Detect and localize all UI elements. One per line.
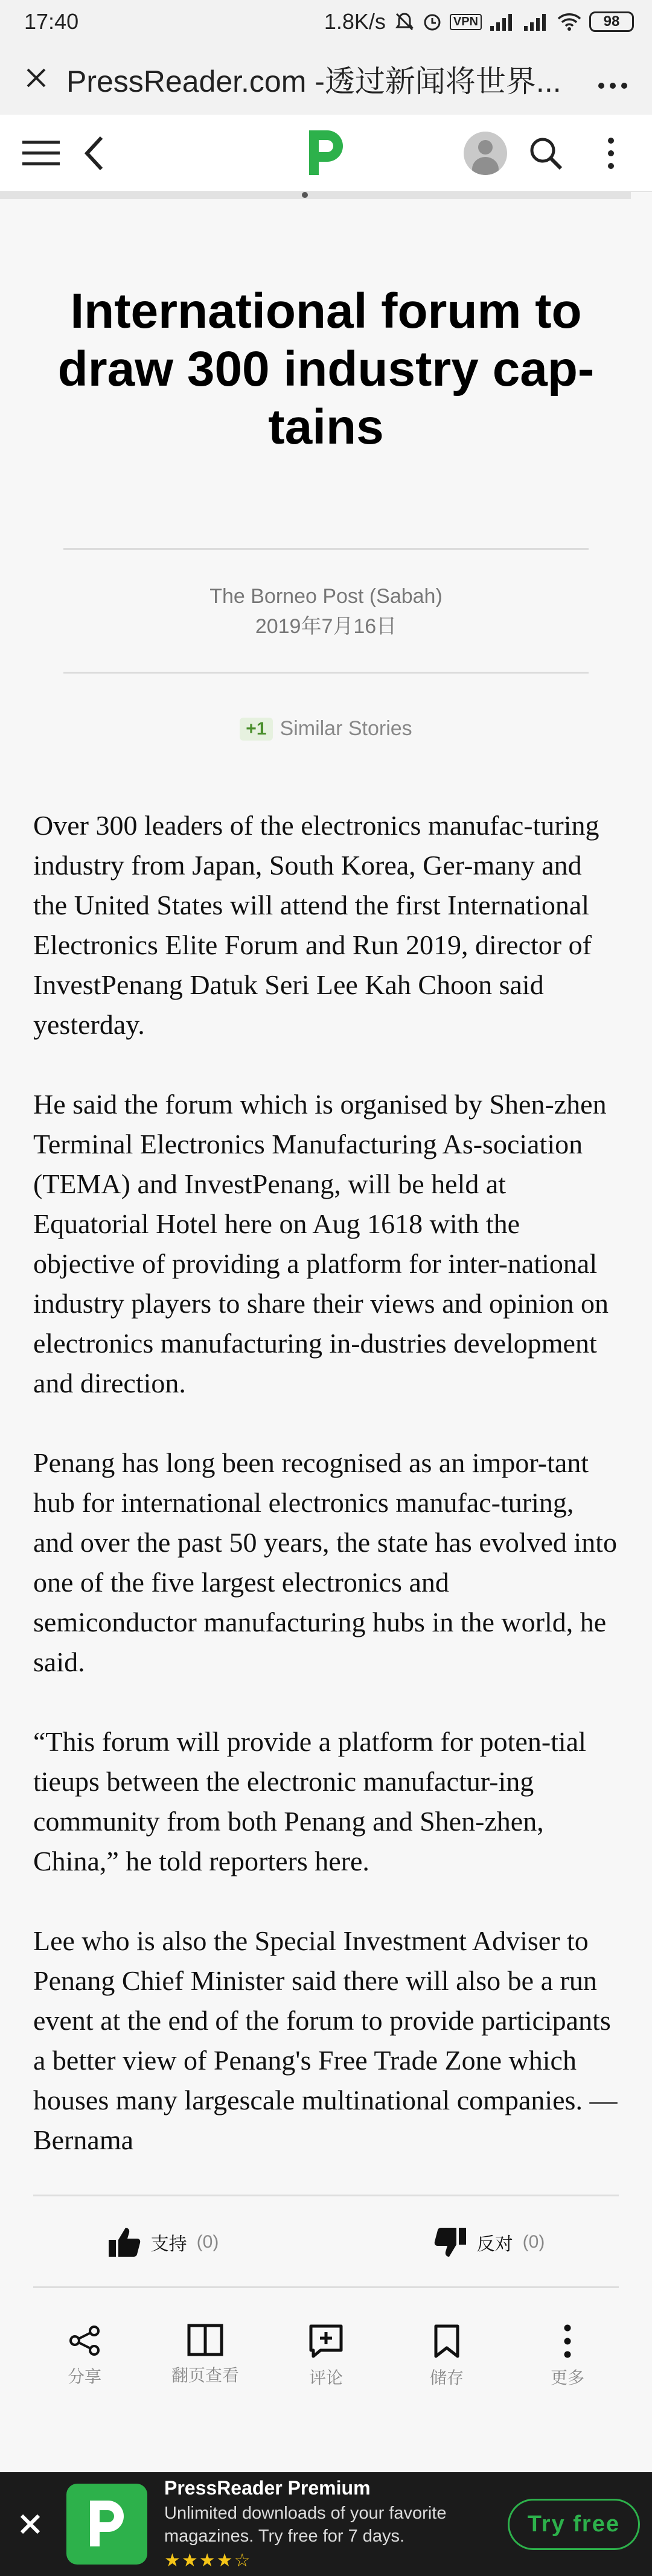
similar-count-badge: +1	[240, 718, 272, 741]
thumbs-down-icon	[433, 2225, 467, 2259]
similar-stories-label: Similar Stories	[280, 717, 412, 740]
chevron-left-icon	[82, 135, 106, 171]
browser-title: PressReader.com -透过新闻将世界...	[66, 65, 561, 98]
support-label: 支持	[150, 2234, 187, 2254]
article-body	[33, 806, 619, 2160]
similar-stories-link[interactable]	[0, 717, 652, 741]
article-paragraph: He said the forum which is organised by Shen-zhen Terminal Electronics Manufacturing As-sociation (TEMA) and InvestPenang, will be held at Equatorial Hotel here on Aug 1618 with the objective of providing a platform for inter-national industry players to share their views and opinion on electronics manufacturing in-dustries development and direction.	[33, 1089, 609, 1398]
save-label: 储存	[429, 2368, 464, 2387]
close-icon	[18, 2512, 42, 2536]
article	[0, 199, 652, 2200]
share-label: 分享	[67, 2367, 101, 2386]
more-vertical-icon	[563, 2324, 572, 2359]
support-button[interactable]	[0, 2225, 326, 2259]
status-bar	[0, 0, 652, 43]
bookmark-icon	[433, 2324, 460, 2359]
article-date: 2019年7月16日	[255, 615, 397, 638]
hamburger-icon	[22, 139, 60, 167]
vote-row	[0, 2197, 652, 2287]
browser-bar	[0, 43, 652, 115]
article-paragraph: Over 300 leaders of the electronics manufac-turing industry from Japan, South Korea, Ger-many and the United States will attend the first International Electronics Elite Forum and Run 2019, director of InvestPenang Datuk Seri Lee Kah Choon said yesterday.	[33, 810, 599, 1040]
header-right	[464, 127, 638, 180]
app-header	[0, 115, 652, 192]
net-speed: 1.8K/s	[324, 9, 386, 34]
comment-button[interactable]	[266, 2324, 386, 2408]
alarm-icon	[422, 11, 443, 32]
search-icon	[528, 136, 563, 171]
divider	[63, 672, 589, 674]
back-button[interactable]	[68, 127, 121, 180]
status-icons	[394, 11, 634, 32]
more-horizontal-icon	[598, 81, 628, 90]
reading-progress-indicator	[302, 192, 308, 198]
article-paragraph: “This forum will provide a platform for poten-tial tieups between the electronic manufactur-ing community from both Penang and Shen-zhen, China,” he told reporters here.	[33, 1726, 586, 1876]
signal-2-icon	[523, 13, 549, 31]
browser-close-button[interactable]	[18, 63, 54, 95]
pressreader-logo-icon	[304, 127, 348, 180]
oppose-count: (0)	[522, 2232, 545, 2252]
page-view-button[interactable]	[145, 2324, 266, 2408]
article-paragraph: Lee who is also the Special Investment Adviser to Penang Chief Minister said there will also be a run event at the end of the forum to provide participants a better view of Penang's Free Trade Zone which houses many largescale multinational companies. — Bernama	[33, 1925, 618, 2155]
more-button[interactable]	[507, 2324, 628, 2408]
divider	[33, 2195, 619, 2196]
thumbs-up-icon	[107, 2225, 141, 2259]
banner-title: PressReader Premium	[164, 2477, 371, 2499]
header-more-button[interactable]	[584, 127, 638, 180]
pressreader-logo[interactable]	[296, 123, 356, 183]
close-icon	[24, 66, 48, 90]
comment-label: 评论	[308, 2368, 343, 2387]
oppose-button[interactable]	[326, 2225, 652, 2259]
reading-progress-track	[0, 192, 631, 199]
battery-icon: 98	[589, 11, 634, 32]
wifi-icon	[557, 12, 582, 31]
browser-menu-button[interactable]	[592, 60, 634, 98]
page-view-label: 翻页查看	[171, 2366, 239, 2385]
mute-icon	[394, 11, 415, 32]
menu-button[interactable]	[14, 127, 68, 180]
signal-icon	[489, 13, 516, 31]
article-paragraph: Penang has long been recognised as an impor-tant hub for international electronics manufac-turing, and over the past 50 years, the state has evolved into one of the five largest electronics and semiconductor manufacturing hubs in the world, he said.	[33, 1447, 617, 1677]
status-time: 17:40	[24, 9, 79, 34]
avatar[interactable]	[464, 132, 507, 175]
more-label: 更多	[550, 2368, 584, 2387]
action-bar	[0, 2324, 652, 2408]
share-icon	[68, 2324, 101, 2358]
divider	[33, 2286, 619, 2288]
article-source[interactable]: The Borneo Post (Sabah)	[209, 585, 443, 608]
status-right	[324, 9, 634, 34]
banner-app-logo	[66, 2484, 147, 2565]
banner-description: Unlimited downloads of your favorite magazines. Try free for 7 days.	[164, 2504, 447, 2546]
vpn-icon: VPN	[450, 14, 482, 30]
share-button[interactable]	[24, 2324, 145, 2408]
banner-close-button[interactable]	[18, 2505, 54, 2544]
pressreader-logo-icon	[85, 2497, 129, 2551]
premium-banner	[0, 2472, 652, 2576]
comment-add-icon	[308, 2324, 344, 2359]
banner-text	[164, 2477, 508, 2571]
article-headline: International forum to draw 300 industry cap-tains	[57, 284, 595, 454]
rating-stars: ★★★★☆	[164, 2551, 252, 2571]
oppose-label: 反对	[476, 2234, 513, 2254]
book-icon	[187, 2324, 223, 2356]
article-meta	[0, 550, 652, 672]
more-vertical-icon	[607, 136, 615, 170]
save-button[interactable]	[386, 2324, 507, 2408]
support-count: (0)	[196, 2232, 219, 2252]
try-free-button[interactable]: Try free	[508, 2499, 640, 2550]
search-button[interactable]	[519, 127, 572, 180]
